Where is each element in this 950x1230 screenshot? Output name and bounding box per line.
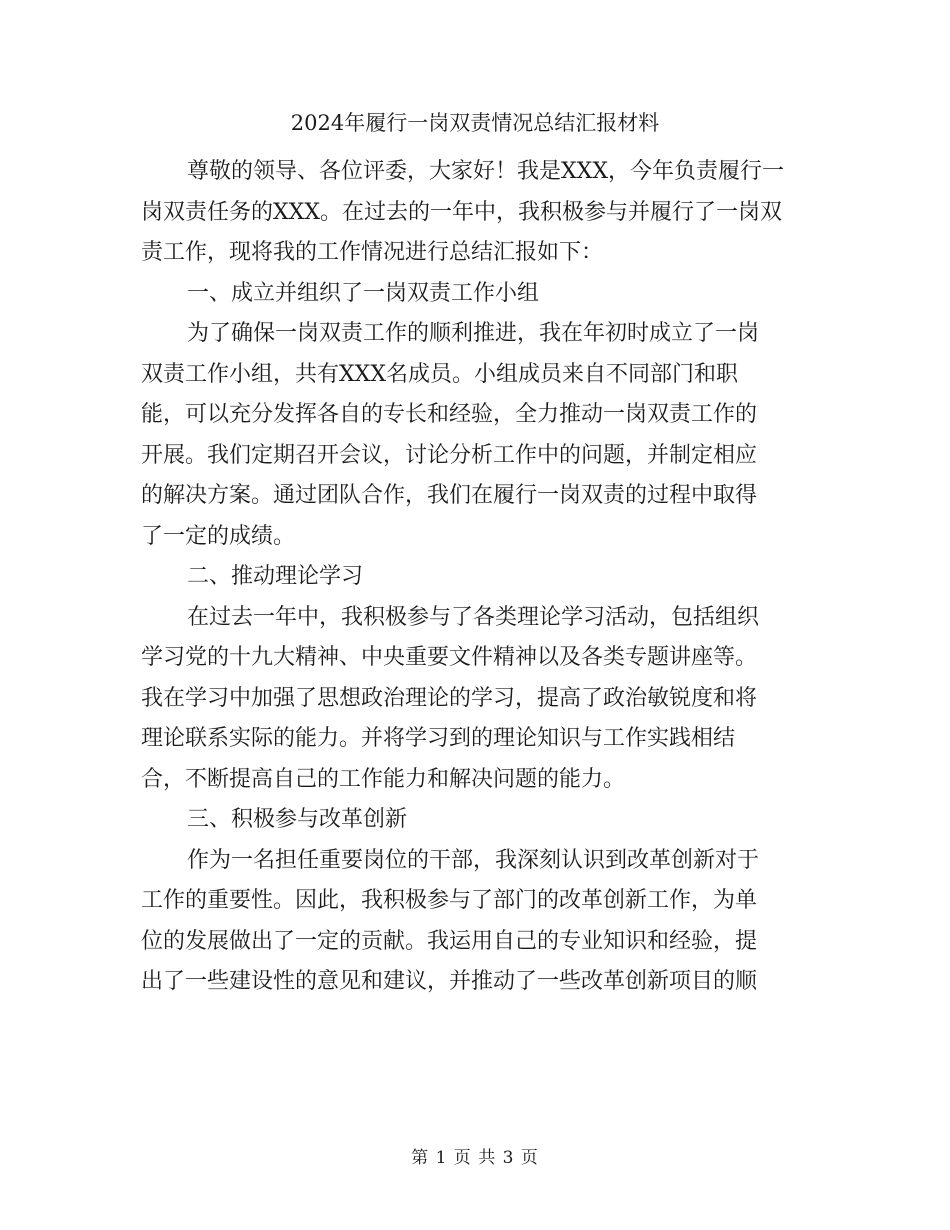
body-line: 了一定的成绩。 [141,523,296,549]
document-body [141,152,811,1003]
section-heading: 二、推动理论学习 [187,564,364,589]
body-line: 岗双责任务的XXX。在过去的一年中，我积极参与并履行了一岗双 [141,199,782,225]
body-line: 为了确保一岗双责工作的顺利推进，我在年初时成立了一岗 [187,321,760,346]
page-number-footer: 第 1 页 共 3 页 [411,1148,539,1168]
body-line: 能，可以充分发挥各自的专长和经验，全力推动一岗双责工作的 [141,402,758,427]
body-line: 责工作，现将我的工作情况进行总结汇报如下： [141,240,604,265]
body-line: 双责工作小组，共有XXX名成员。小组成员来自不同部门和职 [141,361,738,387]
body-line: 合，不断提高自己的工作能力和解决问题的能力。 [141,766,626,792]
body-line: 理论联系实际的能力。并将学习到的理论知识与工作实践相结 [141,726,736,751]
section-heading: 三、积极参与改革创新 [187,807,408,832]
body-line: 出了一些建设性的意见和建议，并推动了一些改革创新项目的顺 [141,969,758,994]
section-heading: 一、成立并组织了一岗双责工作小组 [187,280,540,306]
body-line: 的解决方案。通过团队合作，我们在履行一岗双责的过程中取得 [141,483,758,508]
body-line: 在过去一年中，我积极参与了各类理论学习活动，包括组织 [187,604,760,630]
body-line: 学习党的十九大精神、中央重要文件精神以及各类专题讲座等。 [141,645,758,670]
body-line: 位的发展做出了一定的贡献。我运用自己的专业知识和经验，提 [141,928,758,954]
body-line: 尊敬的领导、各位评委，大家好！我是XXX，今年负责履行一 [187,159,784,184]
body-line: 工作的重要性。因此，我积极参与了部门的改革创新工作，为单 [141,888,758,913]
document-title: 2024年履行一岗双责情况总结汇报材料 [290,111,660,135]
body-line: 我在学习中加强了思想政治理论的学习，提高了政治敏锐度和将 [141,685,758,711]
body-line: 开展。我们定期召开会议，讨论分析工作中的问题，并制定相应 [141,442,758,468]
body-line: 作为一名担任重要岗位的干部，我深刻认识到改革创新对于 [187,847,760,873]
